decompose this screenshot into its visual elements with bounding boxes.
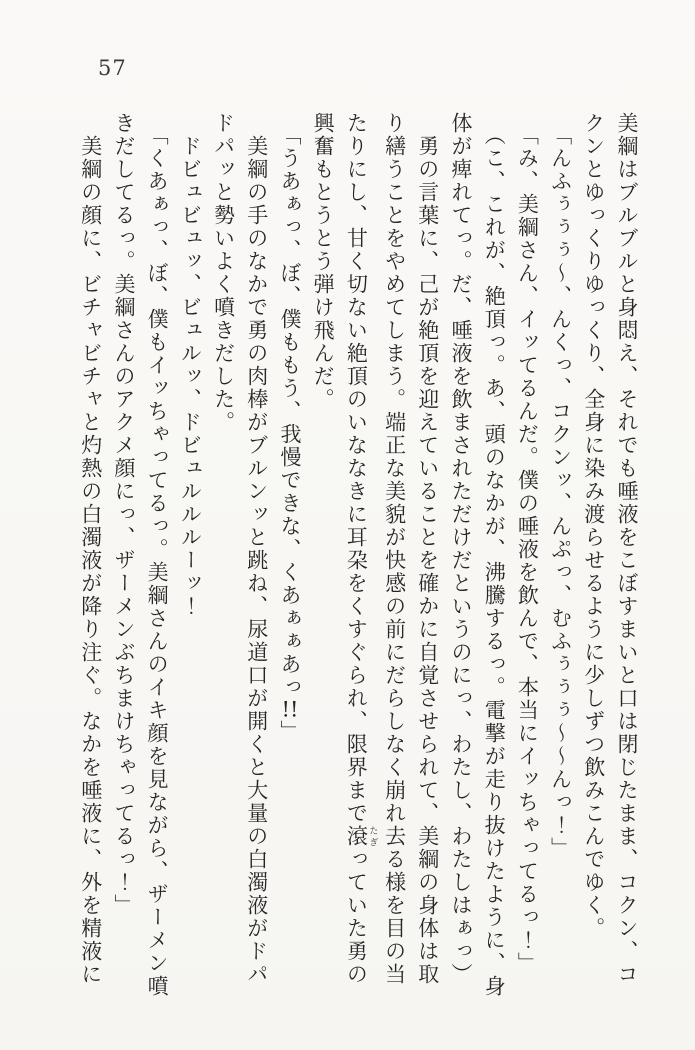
text-line: たりにし、甘く切ない絶頂のいななきに耳朶をくすぐられ、限界まで滾 たぎっていた勇の (344, 112, 378, 986)
text-line: クンとゆっくりゆっくり、全身に染み渡らせるように少しずつ飲みこんでゆく。 (581, 112, 606, 940)
text-line: 美綱の顔に、ビチャビチャと灼熱の白濁液が降り注ぐ。なかを唾液に、外を精液に (78, 135, 103, 986)
text-line: 「んふぅぅぅ～、んくっ、コクンッ、んぷっ、むふぅぅぅ～～んっ！」 (548, 124, 573, 860)
text-line: （こ、これが、絶頂っ。あ、頭のなかが、沸騰するっ。電撃が走り抜けたように、身 (482, 124, 507, 998)
text-line: 「くあぁっ、ぼ、僕もイッちゃってるっ。美綱さんのイキ顔を見ながら、ザーメン噴 (145, 124, 170, 998)
text-line: ドビュビュッ、ビュルッ、ドビュルルルーッ！ (178, 135, 203, 618)
text-line: 興奮もとうとう弾け飛んだ。 (311, 112, 336, 411)
text-line: 美綱の手のなかで勇の肉棒がブルンッと跳ね、尿道口が開くと大量の白濁液がドパ (244, 135, 269, 986)
text-line: 勇の言葉に、己が絶頂を迎えていることを確かに自覚させられて、美綱の身体は取 (415, 135, 440, 986)
text-line: り繕うことをやめてしまう。端正な美貌が快感の前にだらしなく崩れ去る様を目の当 (382, 112, 407, 986)
double-exclamation: !! (281, 699, 299, 720)
text-line: 美綱はブルブルと身悶え、それでも唾液をこぼすまいと口は閉じたまま、コクン、コ (615, 112, 639, 986)
text-line: 「み、美綱さん、イッてるんだ。僕の唾液を飲んで、本当にイッちゃってるっ！」 (515, 124, 540, 975)
text-line: きだしてるっ。美綱さんのアクメ顔にっ、ザーメンぶちまけちゃってるっ！」 (111, 112, 136, 917)
page-number: 57 (98, 56, 127, 80)
vertical-text-block (74, 112, 643, 1008)
text-line: 体が痺れてっ。だ、唾液を飲まされただけだというのにっ、わたし、わたしはぁっ） (448, 112, 473, 986)
text-line: ドパッと勢いよく噴きだした。 (211, 112, 236, 434)
text-line: 「うあぁっ、ぼ、僕ももう、我慢できな、くあぁぁあっ!!」 (277, 124, 302, 743)
ruby-annotation: 滾 たぎ (344, 825, 378, 848)
